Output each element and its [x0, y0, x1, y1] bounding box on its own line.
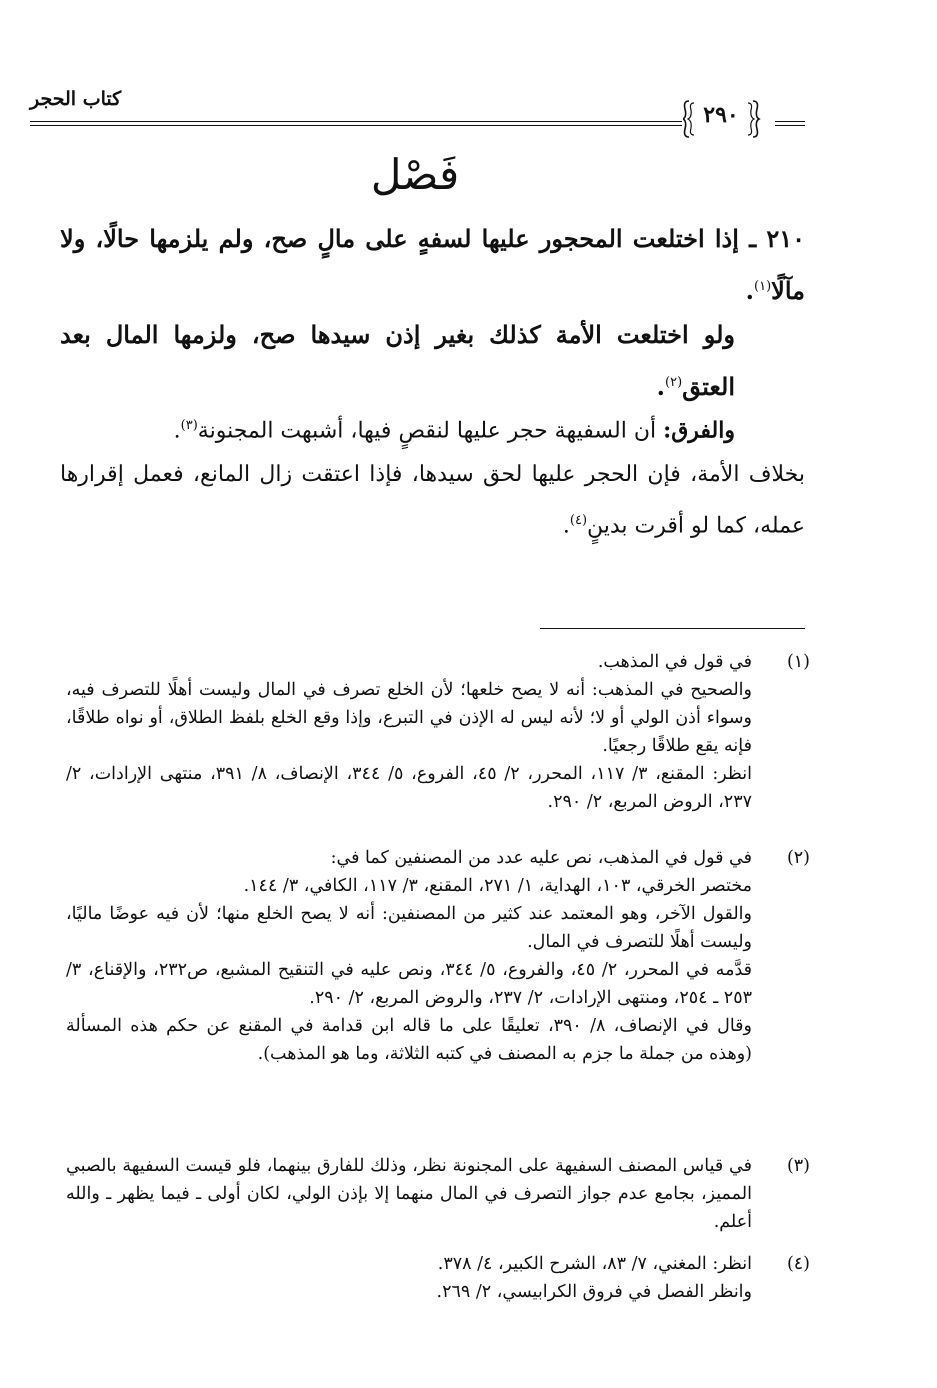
footnote-body — [66, 1250, 752, 1306]
footnote-number: (٢) — [786, 848, 810, 868]
header-rule-right — [775, 121, 805, 122]
section-heading: فَصْل — [370, 150, 460, 199]
footnote-paragraph: والصحيح في المذهب: أنه لا يصح خلعها؛ لأن الخلع تصرف في المال وليست أهلًا للتصرف فيه، وسواء أذن الولي أو لا؛ لأنه ليس له الإذن في التبرع، وإذا وقع الخلع بلفظ الطلاق، أو نواه طلاقًا، فإنه يقع طلاقًا رجعيًا. — [66, 680, 752, 756]
footnote-separator — [540, 628, 805, 629]
header-rule-right-2 — [775, 125, 805, 126]
issue-paragraph-1 — [60, 215, 805, 315]
footnote-number: (١) — [786, 652, 810, 672]
footnote-number: (٤) — [786, 1254, 810, 1274]
difference-label: والفرق: — [663, 417, 735, 444]
footnote-paragraph: مختصر الخرقي، ١٠٣، الهداية، ١/ ٢٧١، المقنع، ٣/ ١١٧، الكافي، ٣/ ١٤٤. — [243, 876, 752, 896]
footnote-paragraph: قدَّمه في المحرر، ٢/ ٤٥، والفروع، ٥/ ٣٤٤، ونص عليه في التنقيح المشبع، ص٢٣٢، والإقناع، ٣/ ٢٥٣ ـ ٢٥٤، ومنتهى الإرادات، ٢/ ٢٣٧، والروض المربع، ٢/ ٢٩٠. — [66, 960, 752, 1008]
issue-paragraph-2 — [60, 311, 735, 411]
issue-text-2: ولو اختلعت الأمة كذلك بغير إذن سيدها صح، ولزمها المال بعد العتق — [60, 320, 735, 401]
contrast-text: بخلاف الأمة، فإن الحجر عليها لحق سيدها، فإذا اعتقت زال المانع، فعمل إقرارها عمله، كما لو أقرت بدينٍ — [60, 462, 805, 539]
footnote-paragraph: في قول في المذهب. — [597, 652, 752, 672]
issue-text-1: إذا اختلعت المحجور عليها لسفهٍ على مالٍ صح، ولم يلزمها حالًا، ولا مآلًا — [60, 224, 805, 305]
footnote-ref-1: (١) — [754, 279, 772, 294]
page-number-frame — [683, 99, 759, 139]
footnote-paragraph: في قياس المصنف السفيهة على المجنونة نظر، وذلك للفارق بينهما، فلو قيست السفيهة بالصبي المميز، بجامع عدم جواز التصرف في المال منهما إلا بإذن الولي، لكان أولى ـ فيما يظهر ـ والله أعلم. — [66, 1156, 752, 1232]
footnote-ref-2: (٢) — [665, 375, 683, 390]
footnote-ref-4: (٤) — [569, 513, 588, 528]
period: . — [562, 513, 570, 539]
running-head-book-title: كتاب الحجر — [30, 88, 122, 110]
footnote-paragraph: انظر: المغني، ٧/ ٨٣، الشرح الكبير، ٤/ ٣٧٨. — [437, 1254, 752, 1274]
period: . — [173, 418, 181, 444]
footnote-paragraph: انظر: المقنع، ٣/ ١١٧، المحرر، ٢/ ٤٥، الفروع، ٥/ ٣٤٤، الإنصاف، ٨/ ٣٩١، منتهى الإرادات، ٢/ ٢٣٧، الروض المربع، ٢/ ٢٩٠. — [66, 764, 753, 812]
issue-number: ٢١٠ ـ — [749, 224, 806, 253]
period: . — [745, 276, 754, 305]
header-rule-left-2 — [30, 125, 682, 126]
header-rule-left — [30, 121, 682, 122]
footnote-paragraph: والقول الآخر، وهو المعتمد عند كثير من المصنفين: أنه لا يصح الخلع منها؛ لأن فيه عوضًا ماليًا، وليست أهلًا للتصرف في المال. — [66, 904, 752, 952]
footnote-number: (٣) — [786, 1156, 810, 1176]
contrast-paragraph — [60, 452, 805, 549]
period: . — [656, 372, 666, 401]
page-number: ٢٩٠ — [703, 102, 739, 128]
footnote-paragraph: في قول في المذهب، نص عليه عدد من المصنفين كما في: — [330, 848, 752, 868]
footnote-paragraph: وقال في الإنصاف، ٨/ ٣٩٠، تعليقًا على ما قاله ابن قدامة في المقنع عن حكم هذه المسألة (وهذه من جملة ما جزم به المصنف في كتبه الثلاثة، وما هو المذهب). — [66, 1016, 752, 1064]
difference-text: أن السفيهة حجر عليها لنقصٍ فيها، أشبهت المجنونة — [197, 418, 664, 444]
difference-paragraph — [60, 403, 735, 454]
footnote-paragraph: وانظر الفصل في فروق الكرابيسي، ٢/ ٢٦٩. — [436, 1282, 752, 1302]
footnote-ref-3: (٣) — [180, 418, 198, 433]
footnote-body — [66, 648, 752, 816]
footnote-body — [66, 844, 752, 1068]
footnote-body — [66, 1152, 752, 1236]
